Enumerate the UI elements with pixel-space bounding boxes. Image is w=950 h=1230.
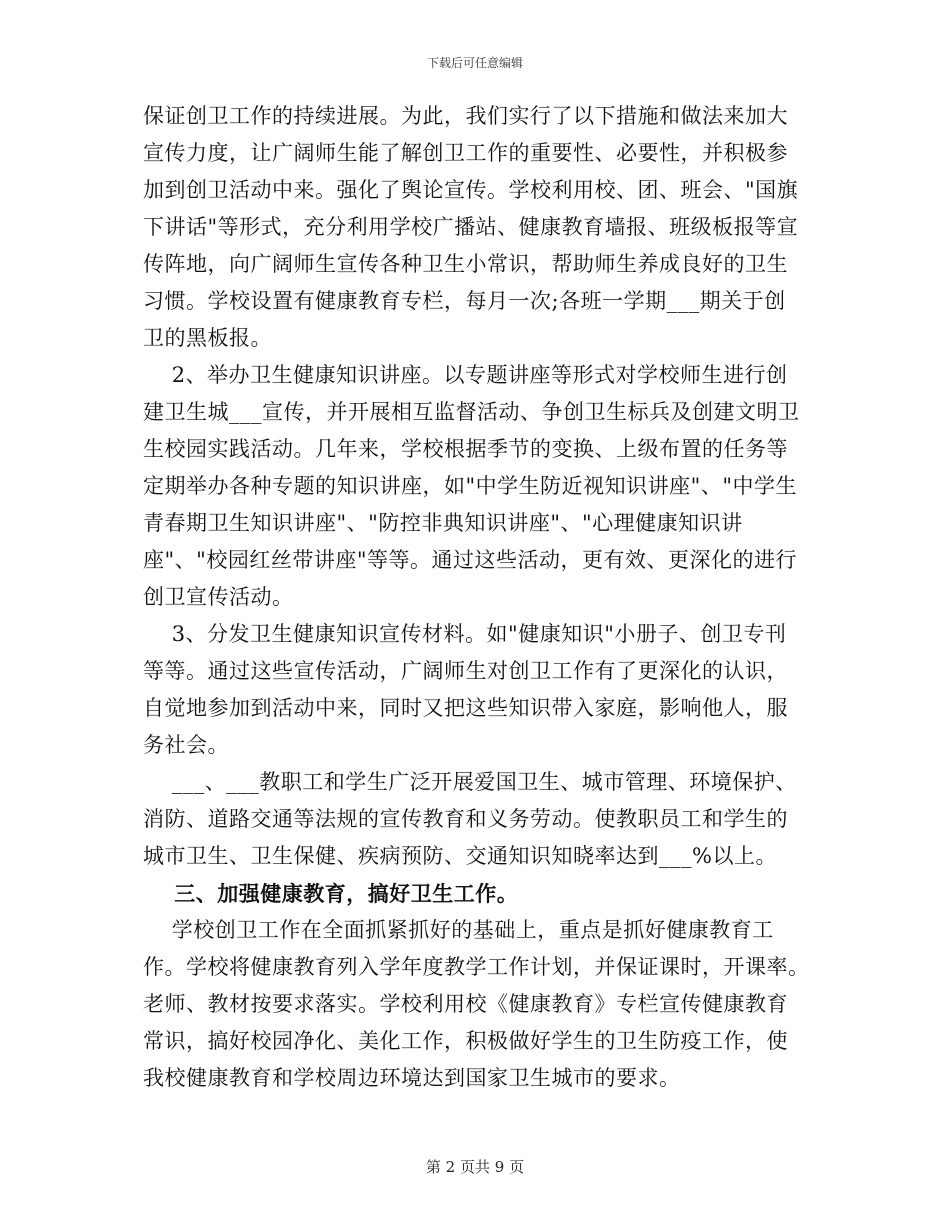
text-line: 青春期卫生知识讲座"、"防控非典知识讲座"、"心理健康知识讲 (143, 511, 743, 535)
text-line: 学校创卫工作在全面抓紧抓好的基础上，重点是抓好健康教育工 (143, 918, 774, 942)
text-line: 我校健康教育和学校周边环境达到国家卫生城市的要求。 (143, 1066, 681, 1090)
text-line: 传阵地，向广阔师生宣传各种卫生小常识，帮助师生养成良好的卫生 (143, 252, 788, 276)
section-heading: 三、加强健康教育，搞好卫生工作。 (143, 881, 519, 906)
text-line: 下讲话"等形式，充分利用学校广播站、健康教育墙报、班级板报等宣 (143, 215, 799, 239)
text-line: 常识，搞好校园净化、美化工作，积极做好学生的卫生防疫工作，使 (143, 1029, 788, 1053)
text-line: 座"、"校园红丝带讲座"等等。通过这些活动，更有效、更深化的进行 (143, 548, 797, 572)
page-header: 下载后可任意编辑 (426, 56, 523, 70)
text-line: ___、___教职工和学生广泛开展爱国卫生、城市管理、环境保护、 (143, 770, 797, 794)
text-line: 习惯。学校设置有健康教育专栏，每月一次;各班一学期___期关于创 (143, 289, 786, 313)
text-line: 务社会。 (143, 733, 229, 757)
text-line: 卫的黑板报。 (143, 326, 272, 350)
document-body (143, 98, 813, 1097)
text-line: 加到创卫活动中来。强化了舆论宣传。学校利用校、团、班会、"国旗 (143, 178, 799, 202)
text-line: 定期举办各种专题的知识讲座，如"中学生防近视知识讲座"、"中学生 (143, 474, 797, 498)
text-line: 自觉地参加到活动中来，同时又把这些知识带入家庭，影响他人，服 (143, 696, 788, 720)
text-line: 生校园实践活动。几年来，学校根据季节的变换、上级布置的任务等 (143, 437, 788, 461)
text-line: 3、分发卫生健康知识宣传材料。如"健康知识"小册子、创卫专刊 (143, 622, 787, 646)
text-line: 建卫生城___宣传，并开展相互监督活动、争创卫生标兵及创建文明卫 (143, 400, 800, 424)
text-line: 创卫宣传活动。 (143, 585, 294, 609)
text-line: 作。学校将健康教育列入学年度教学工作计划，并保证课时，开课率。 (143, 955, 810, 979)
text-line: 2、举办卫生健康知识讲座。以专题讲座等形式对学校师生进行创 (143, 363, 788, 387)
text-line: 老师、教材按要求落实。学校利用校《健康教育》专栏宣传健康教育 (143, 992, 788, 1016)
text-line: 保证创卫工作的持续进展。为此，我们实行了以下措施和做法来加大 (143, 104, 788, 128)
page-number: 第 2 页共 9 页 (425, 1158, 525, 1176)
text-line: 消防、道路交通等法规的宣传教育和义务劳动。使教职员工和学生的 (143, 807, 788, 831)
text-line: 宣传力度，让广阔师生能了解创卫工作的重要性、必要性，并积极参 (143, 141, 788, 165)
text-line: 城市卫生、卫生保健、疾病预防、交通知识知晓率达到___%以上。 (143, 844, 777, 868)
text-line: 等等。通过这些宣传活动，广阔师生对创卫工作有了更深化的认识， (143, 659, 788, 683)
